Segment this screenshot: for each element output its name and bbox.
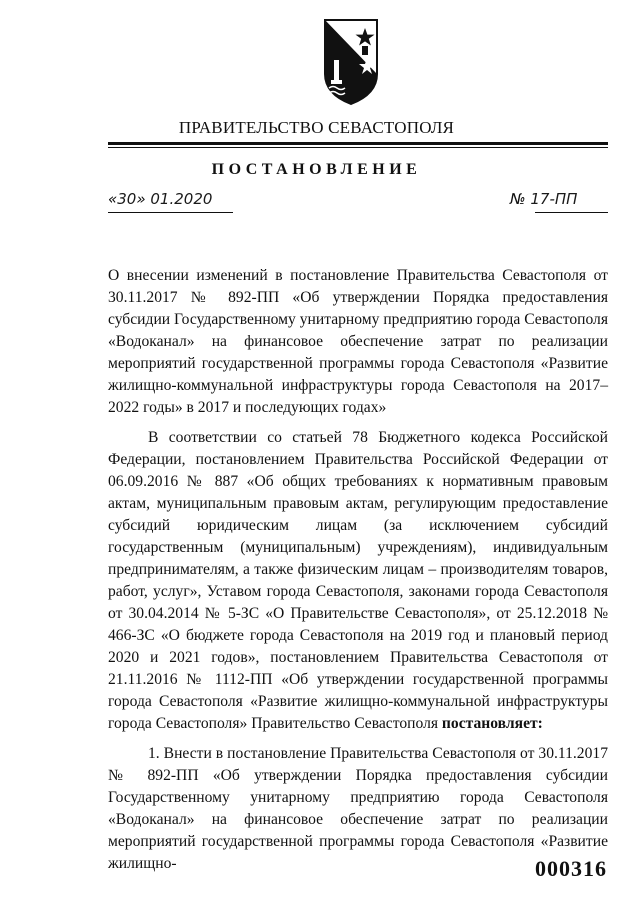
document-type-title: ПОСТАНОВЛЕНИЕ xyxy=(211,161,422,178)
clause-1: 1. Внести в постановление Правительства Севастополя от 30.11.2017 № 892-ПП «Об утверждении Порядка предоставления субсидии Государственному унитарному предприятию города Севастополя «Водоканал» на финансовое обеспечение затрат по реализации мероприятий государственной программы города Севастополя «Развитие жилищно- xyxy=(108,745,608,872)
sevastopol-coat-of-arms-icon xyxy=(321,14,381,106)
number-sign: № xyxy=(510,190,526,208)
date-open-quote: « xyxy=(108,190,118,208)
legal-basis-paragraph xyxy=(108,427,608,735)
number-value: 17-ПП xyxy=(525,190,578,208)
date-month-year: 01.2020 xyxy=(145,190,213,208)
header-rule-thick xyxy=(108,142,608,145)
organization-title: ПРАВИТЕЛЬСТВО СЕВАСТОПОЛЯ xyxy=(178,118,455,137)
resolution-number xyxy=(510,190,608,212)
resolution-subject: О внесении изменений в постановление Правительства Севастополя от 30.11.2017 № 892-ПП «Об утверждении Порядка предоставления субсидии Государственному унитарному предприятию города Севастополя «Водоканал» на финансовое обеспечение затрат по реализации мероприятий государственной программы города Севастополя «Развитие жилищно-коммунальной инфраструктуры города Севастополя на 2017–2022 годы» в 2017 и последующих годах» xyxy=(108,267,609,416)
resolves-verb: постановляет: xyxy=(441,715,543,732)
number-underline xyxy=(535,212,608,213)
document-serial-number: 000316 xyxy=(535,856,607,881)
legal-basis-text: В соответствии со статьей 78 Бюджетного кодекса Российской Федерации, постановлением Правительства Российской Федерации от 06.09.2016 № 887 «Об общих требованиях к нормативным правовым актам, муниципальным правовым актам, регулирующим предоставление субсидий юридическим лицам (за исключением субсидий государственным (муниципальным) учреждениям), индивидуальным предпринимателям, а также физическим лицам – производителям товаров, работ, услуг», Уставом города Севастополя, законами города Севастополя от 30.04.2014 № 5-ЗС «О Правительстве Севастополя», от 25.12.2018 № 466-ЗС «О бюджете города Севастополя на 2019 год и плановый период 2020 и 2021 годов», постановлением Правительства Севастополя от 21.11.2016 № 1112-ПП «Об утверждении государственной программы города Севастополя «Развитие жилищно-коммунальной инфраструктуры города Севастополя» Правительство Севастополя xyxy=(108,429,608,732)
date-close-quote: » xyxy=(136,190,146,208)
resolution-date xyxy=(108,190,233,213)
date-day: 30 xyxy=(117,190,137,208)
header-rule-thin xyxy=(108,147,608,148)
